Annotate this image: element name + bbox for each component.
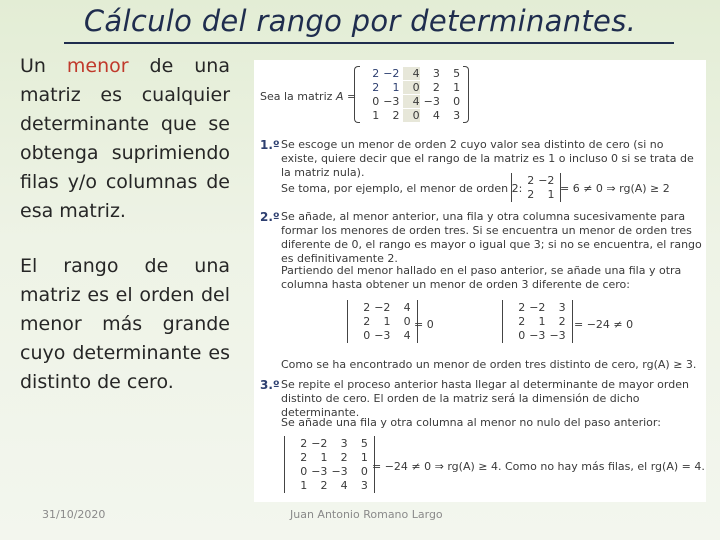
matrix-cell: −2: [538, 174, 555, 187]
matrix-a-grid: [360, 66, 463, 123]
matrix-cell: 1: [372, 109, 380, 122]
step-3-text: Se repite el proceso anterior hasta llegar al determinante de mayor orden distinto de cero. El orden de la matriz será la dimensión de dicho determinante.: [281, 378, 689, 419]
minor-order-2: [508, 173, 564, 202]
minor-order-4: [281, 436, 378, 493]
step-1b: [254, 172, 706, 206]
matrix-cell: 2: [320, 479, 328, 492]
minor-order-4-result: = −24 ≠ 0 ⇒ rg(A) ≥ 4: [372, 460, 498, 473]
matrix-cell: −2: [529, 301, 546, 314]
matrix-name: A =: [336, 90, 357, 103]
matrix-cell: 2: [518, 301, 526, 314]
matrix-cell: 2: [432, 81, 440, 94]
matrix-cell: −2: [383, 67, 400, 80]
step-2-number: 2.º: [260, 210, 280, 224]
matrix-cell: −3: [331, 465, 348, 478]
matrix-cell: 2: [527, 188, 535, 201]
matrix-cell: 0: [363, 329, 371, 342]
matrix-cell: 4: [403, 95, 419, 108]
order-3-minors: [254, 300, 706, 350]
matrix-cell: 2: [300, 451, 308, 464]
matrix-cell: 2: [363, 301, 371, 314]
matrix-cell: 0: [403, 109, 419, 122]
matrix-cell: 2: [340, 451, 348, 464]
matrix-cell: −2: [374, 301, 391, 314]
matrix-cell: 0: [518, 329, 526, 342]
matrix-cell: 1: [392, 81, 400, 94]
step-2-text: Se añade, al menor anterior, una fila y otra columna sucesivamente para formar los menores de orden tres. Si se encuentra un menor de orden tres diferente de 0, el rango es mayor o igual que 3; si no se encuentra, el rango es definitivamente 2.: [281, 210, 702, 265]
matrix-cell: 3: [432, 67, 440, 80]
matrix-cell: 2: [363, 315, 371, 328]
matrix-cell: 2: [518, 315, 526, 328]
matrix-cell: −3: [529, 329, 546, 342]
intro-row: [254, 64, 706, 130]
matrix-cell: 0: [403, 315, 411, 328]
matrix-cell: 4: [340, 479, 348, 492]
title-underline: [64, 42, 674, 44]
matrix-cell: −2: [311, 437, 328, 450]
minor-order-3-a-grid: [351, 300, 414, 343]
matrix-a: [354, 66, 469, 123]
intro-label: Sea la matriz: [260, 90, 333, 103]
matrix-cell: −3: [549, 329, 566, 342]
matrix-cell: −3: [374, 329, 391, 342]
matrix-cell: 0: [300, 465, 308, 478]
matrix-cell: 0: [360, 465, 368, 478]
minor-order-2-result: = 6 ≠ 0 ⇒ rg(A) ≥ 2: [560, 182, 670, 195]
step-1-number: 1.º: [260, 138, 280, 152]
matrix-cell: 2: [558, 315, 566, 328]
matrix-cell: 2: [392, 109, 400, 122]
definition-minor-text: de una matriz es cualquier determinante que se obtenga suprimiendo filas y/o columnas de esa matriz.: [20, 55, 230, 222]
matrix-cell: 2: [372, 67, 380, 80]
example-panel: [254, 60, 706, 502]
matrix-cell: 4: [403, 301, 411, 314]
footer-date: 31/10/2020: [42, 508, 106, 521]
definitions-column: [20, 52, 230, 397]
definition-rank-text: El rango de una matriz es el orden del menor más grande cuyo determinante es distinto de cero.: [20, 255, 230, 393]
matrix-cell: 3: [558, 301, 566, 314]
matrix-cell: −3: [423, 95, 440, 108]
matrix-cell: 0: [453, 95, 461, 108]
matrix-cell: 2: [527, 174, 535, 187]
matrix-cell: 4: [403, 329, 411, 342]
order-4-minor-row: [254, 436, 706, 500]
final-conclusion: . Como no hay más filas, el rg(A) = 4.: [498, 460, 705, 473]
step-1-text: Se escoge un menor de orden 2 cuyo valor sea distinto de cero (si no existe, quiere decir que el rango de la matriz es 1 o incluso 0 si se trata de la matriz nula).: [281, 138, 694, 179]
matrix-cell: 2: [372, 81, 380, 94]
matrix-cell: −3: [311, 465, 328, 478]
slide-title: Cálculo del rango por determinantes.: [83, 4, 637, 38]
step-2c-text: Como se ha encontrado un menor de orden tres distinto de cero, rg(A) ≥ 3.: [281, 358, 697, 371]
minor-order-3-b-grid: [506, 300, 569, 343]
minor-order-3-a-result: = 0: [414, 318, 434, 331]
matrix-cell: 1: [547, 188, 555, 201]
step-1b-text: Se toma, por ejemplo, el menor de orden 2:: [281, 182, 523, 195]
matrix-cell: 5: [453, 67, 461, 80]
matrix-cell: 2: [300, 437, 308, 450]
step-2b-text: Partiendo del menor hallado en el paso anterior, se añade una fila y otra columna hasta obtener un menor de orden 3 diferente de cero:: [281, 264, 682, 291]
matrix-cell: 1: [300, 479, 308, 492]
matrix-cell: 1: [453, 81, 461, 94]
definition-minor: [20, 52, 230, 226]
minor-order-3-b-result: = −24 ≠ 0: [574, 318, 634, 331]
matrix-cell: 0: [372, 95, 380, 108]
minor-order-3-a: [344, 300, 421, 343]
matrix-cell: 3: [453, 109, 461, 122]
step-3-number: 3.º: [260, 378, 280, 392]
step-3b-text: Se añade una fila y otra columna al menor no nulo del paso anterior:: [281, 416, 661, 429]
matrix-cell: 4: [432, 109, 440, 122]
matrix-cell: 5: [360, 437, 368, 450]
matrix-cell: 1: [538, 315, 546, 328]
matrix-cell: 1: [360, 451, 368, 464]
matrix-cell: 3: [340, 437, 348, 450]
minor-order-3-b: [499, 300, 576, 343]
matrix-cell: 3: [360, 479, 368, 492]
minor-order-2-grid: [515, 173, 557, 202]
bullet-lead: Un: [20, 55, 67, 77]
matrix-cell: 1: [320, 451, 328, 464]
definition-rank: [20, 252, 230, 397]
matrix-cell: 1: [383, 315, 391, 328]
minor-order-4-grid: [288, 436, 371, 493]
matrix-cell: −3: [383, 95, 400, 108]
highlight-word-minor: menor: [66, 55, 129, 77]
footer-author: Juan Antonio Romano Largo: [290, 508, 443, 521]
matrix-cell: 0: [403, 81, 419, 94]
matrix-cell: 4: [403, 67, 419, 80]
